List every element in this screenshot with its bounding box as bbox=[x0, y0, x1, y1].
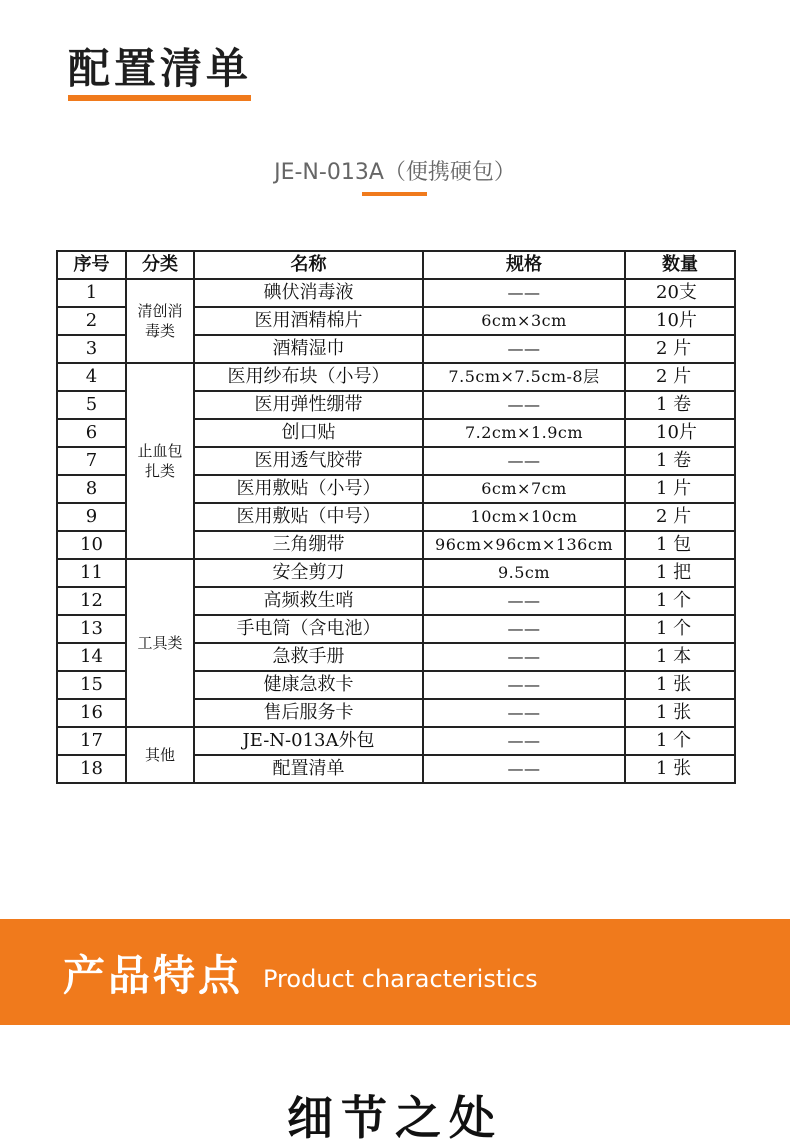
header-name: 名称 bbox=[194, 251, 423, 279]
cell-name: 医用透气胶带 bbox=[194, 447, 423, 475]
cell-no: 4 bbox=[57, 363, 126, 391]
cell-spec: 6cm×7cm bbox=[423, 475, 625, 503]
cell-name: 急救手册 bbox=[194, 643, 423, 671]
cell-spec: —— bbox=[423, 391, 625, 419]
cell-no: 6 bbox=[57, 419, 126, 447]
header-category: 分类 bbox=[126, 251, 194, 279]
cell-no: 1 bbox=[57, 279, 126, 307]
cell-no: 14 bbox=[57, 643, 126, 671]
cell-name: 创口贴 bbox=[194, 419, 423, 447]
cell-spec: —— bbox=[423, 279, 625, 307]
cell-qty: 1 卷 bbox=[625, 391, 735, 419]
table-row bbox=[57, 727, 735, 755]
header-spec: 规格 bbox=[423, 251, 625, 279]
cell-qty: 1 张 bbox=[625, 755, 735, 783]
cell-no: 16 bbox=[57, 699, 126, 727]
cell-spec: —— bbox=[423, 587, 625, 615]
cell-name: 医用纱布块（小号） bbox=[194, 363, 423, 391]
cell-no: 13 bbox=[57, 615, 126, 643]
header-qty: 数量 bbox=[625, 251, 735, 279]
cell-spec: —— bbox=[423, 447, 625, 475]
title-underline bbox=[68, 95, 251, 101]
cell-qty: 1 把 bbox=[625, 559, 735, 587]
cell-qty: 2 片 bbox=[625, 335, 735, 363]
cell-qty: 1 张 bbox=[625, 699, 735, 727]
cell-no: 8 bbox=[57, 475, 126, 503]
model-underline bbox=[362, 192, 427, 196]
cell-spec: —— bbox=[423, 335, 625, 363]
cell-spec: —— bbox=[423, 643, 625, 671]
cell-spec: —— bbox=[423, 755, 625, 783]
cell-qty: 2 片 bbox=[625, 363, 735, 391]
banner-subtitle: Product characteristics bbox=[263, 965, 538, 993]
section-title: 配置清单 bbox=[68, 44, 253, 93]
cell-no: 5 bbox=[57, 391, 126, 419]
cell-name: 高频救生哨 bbox=[194, 587, 423, 615]
features-banner bbox=[0, 919, 790, 1025]
cell-spec: 10cm×10cm bbox=[423, 503, 625, 531]
cell-name: 医用敷贴（小号） bbox=[194, 475, 423, 503]
cell-spec: —— bbox=[423, 699, 625, 727]
cell-qty: 1 本 bbox=[625, 643, 735, 671]
cell-category: 其他 bbox=[126, 727, 194, 783]
cell-no: 9 bbox=[57, 503, 126, 531]
table-row bbox=[57, 279, 735, 307]
cell-name: JE-N-013A外包 bbox=[194, 727, 423, 755]
banner-title: 产品特点 bbox=[63, 951, 244, 1000]
cell-category: 止血包 扎类 bbox=[126, 363, 194, 559]
cell-qty: 1 片 bbox=[625, 475, 735, 503]
cell-qty: 1 个 bbox=[625, 615, 735, 643]
cell-name: 碘伏消毒液 bbox=[194, 279, 423, 307]
table-row bbox=[57, 363, 735, 391]
cell-spec: —— bbox=[423, 671, 625, 699]
cell-no: 2 bbox=[57, 307, 126, 335]
cell-qty: 2 片 bbox=[625, 503, 735, 531]
cell-no: 3 bbox=[57, 335, 126, 363]
cell-spec: 96cm×96cm×136cm bbox=[423, 531, 625, 559]
model-title: JE-N-013A（便携硬包） bbox=[274, 160, 516, 185]
cell-no: 7 bbox=[57, 447, 126, 475]
cell-qty: 1 个 bbox=[625, 587, 735, 615]
cell-name: 医用酒精棉片 bbox=[194, 307, 423, 335]
cell-name: 医用敷贴（中号） bbox=[194, 503, 423, 531]
cell-name: 手电筒（含电池） bbox=[194, 615, 423, 643]
cell-category: 清创消 毒类 bbox=[126, 279, 194, 363]
cell-spec: 7.5cm×7.5cm-8层 bbox=[423, 363, 625, 391]
cell-spec: 7.2cm×1.9cm bbox=[423, 419, 625, 447]
cell-spec: 6cm×3cm bbox=[423, 307, 625, 335]
cell-no: 17 bbox=[57, 727, 126, 755]
cell-qty: 1 包 bbox=[625, 531, 735, 559]
table-body bbox=[57, 279, 735, 783]
cell-no: 15 bbox=[57, 671, 126, 699]
cell-name: 安全剪刀 bbox=[194, 559, 423, 587]
config-table bbox=[56, 250, 736, 784]
table-header-row bbox=[57, 251, 735, 279]
cell-spec: —— bbox=[423, 727, 625, 755]
cell-name: 售后服务卡 bbox=[194, 699, 423, 727]
cell-no: 10 bbox=[57, 531, 126, 559]
cell-category: 工具类 bbox=[126, 559, 194, 727]
cell-name: 健康急救卡 bbox=[194, 671, 423, 699]
cell-spec: 9.5cm bbox=[423, 559, 625, 587]
cell-no: 12 bbox=[57, 587, 126, 615]
cell-name: 医用弹性绷带 bbox=[194, 391, 423, 419]
cell-qty: 1 卷 bbox=[625, 447, 735, 475]
cell-name: 酒精湿巾 bbox=[194, 335, 423, 363]
cell-no: 11 bbox=[57, 559, 126, 587]
details-title: 细节之处 bbox=[287, 1091, 503, 1145]
cell-qty: 20支 bbox=[625, 279, 735, 307]
header-no: 序号 bbox=[57, 251, 126, 279]
cell-spec: —— bbox=[423, 615, 625, 643]
cell-qty: 10片 bbox=[625, 419, 735, 447]
cell-name: 三角绷带 bbox=[194, 531, 423, 559]
cell-no: 18 bbox=[57, 755, 126, 783]
cell-qty: 1 张 bbox=[625, 671, 735, 699]
table-row bbox=[57, 559, 735, 587]
cell-qty: 10片 bbox=[625, 307, 735, 335]
cell-qty: 1 个 bbox=[625, 727, 735, 755]
cell-name: 配置清单 bbox=[194, 755, 423, 783]
